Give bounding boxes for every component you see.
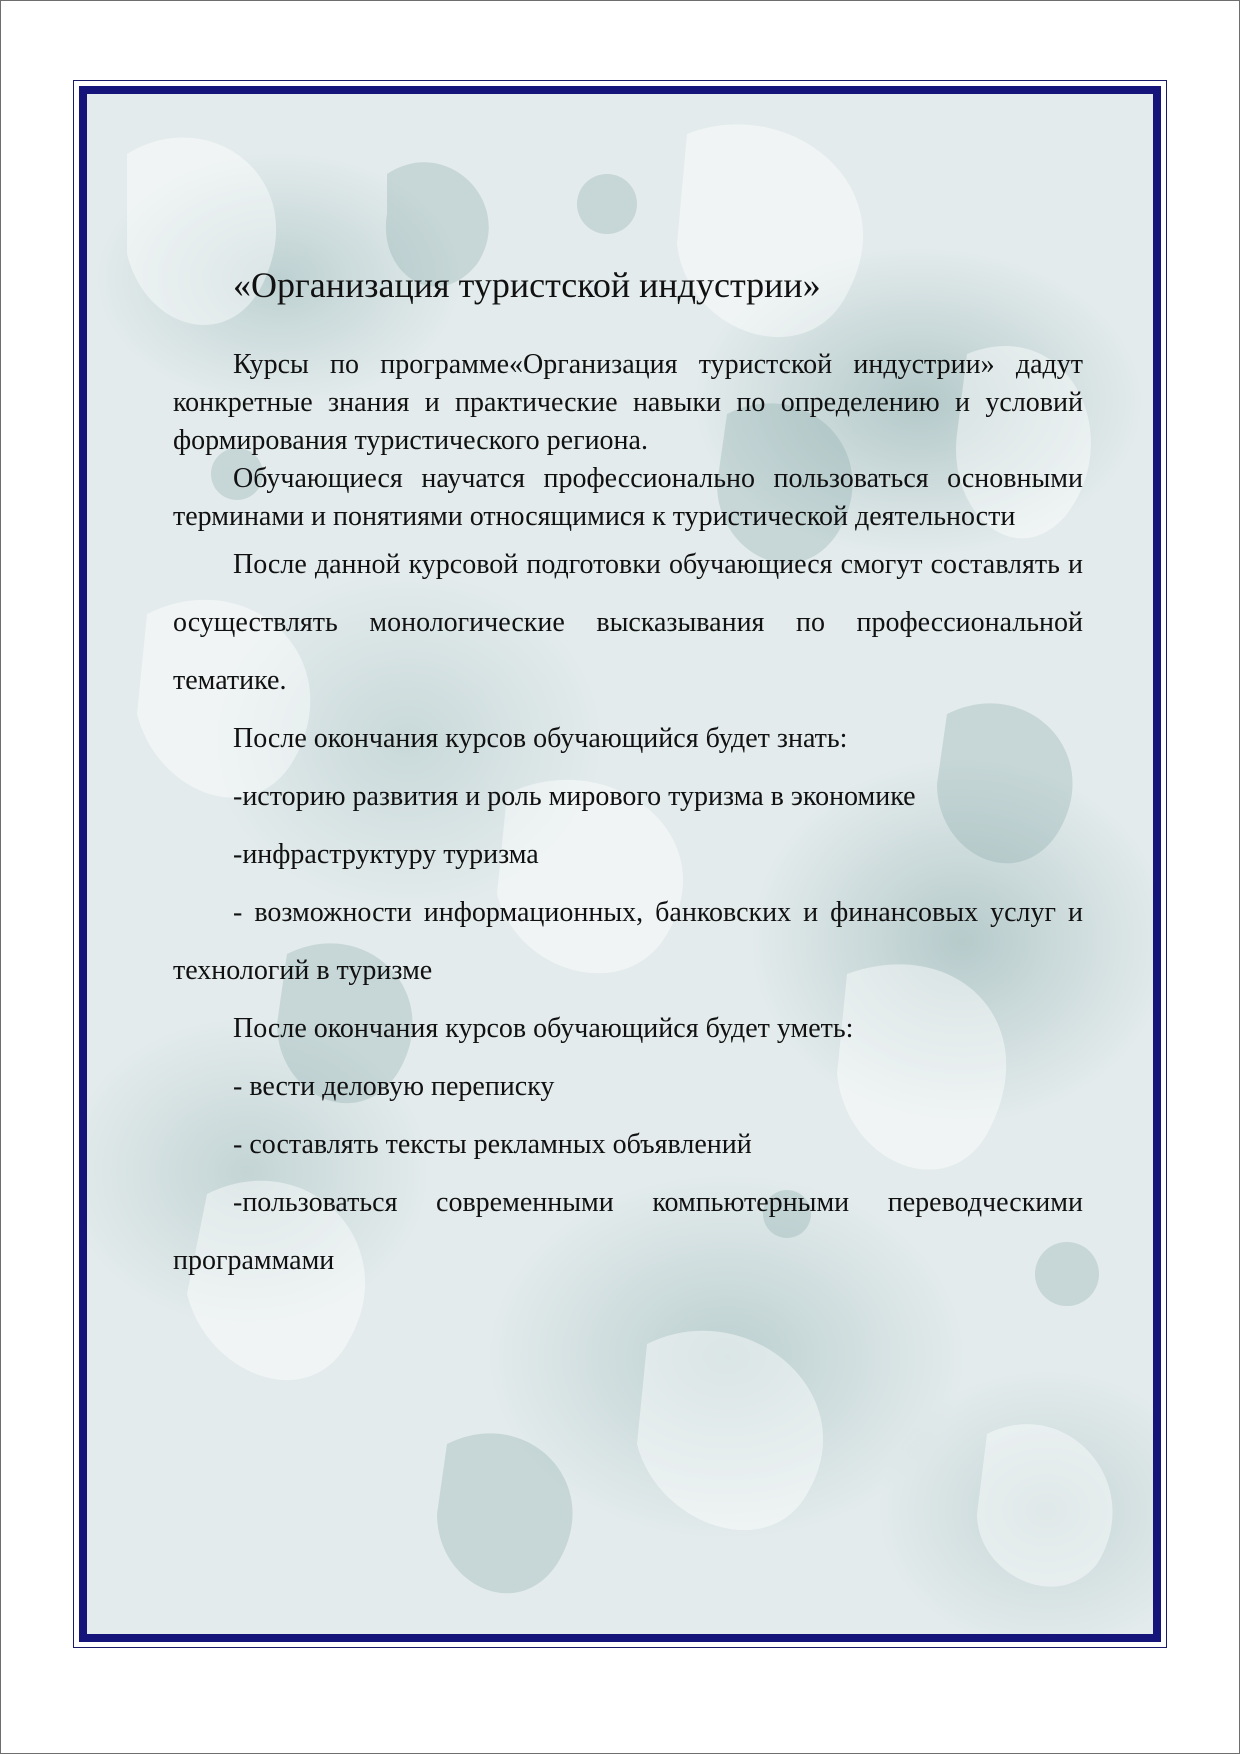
able-heading: После окончания курсов обучающийся будет уметь: <box>233 1013 854 1044</box>
paragraph-after-training: После данной курсовой подготовки обучающиеся смогут составлять и осуществлять монологические высказывания по профессиональной тематике. <box>173 549 1083 696</box>
paragraph-learners: Обучающиеся научатся профессионально пользоваться основными терминами и понятиями относящимися к туристической деятельности <box>173 463 1083 532</box>
know-item: - возможности информационных, банковских и финансовых услуг и технологий в туризме <box>173 897 1083 986</box>
decorative-frame <box>79 86 1161 1642</box>
document-body <box>173 264 1083 1290</box>
able-item: -пользоваться современными компьютерными переводческими программами <box>173 1187 1083 1276</box>
know-heading: После окончания курсов обучающийся будет знать: <box>233 723 848 754</box>
know-item: -инфраструктуру туризма <box>233 839 539 870</box>
able-item: - вести деловую переписку <box>233 1071 555 1102</box>
able-item: - составлять тексты рекламных объявлений <box>233 1129 752 1160</box>
document-title: «Организация туристской индустрии» <box>233 265 821 305</box>
paragraph-courses: Курсы по программе«Организация туристской индустрии» дадут конкретные знания и практические навыки по определению и условий формирования туристического региона. <box>173 349 1083 456</box>
know-item: -историю развития и роль мирового туризма в экономике <box>233 781 916 812</box>
